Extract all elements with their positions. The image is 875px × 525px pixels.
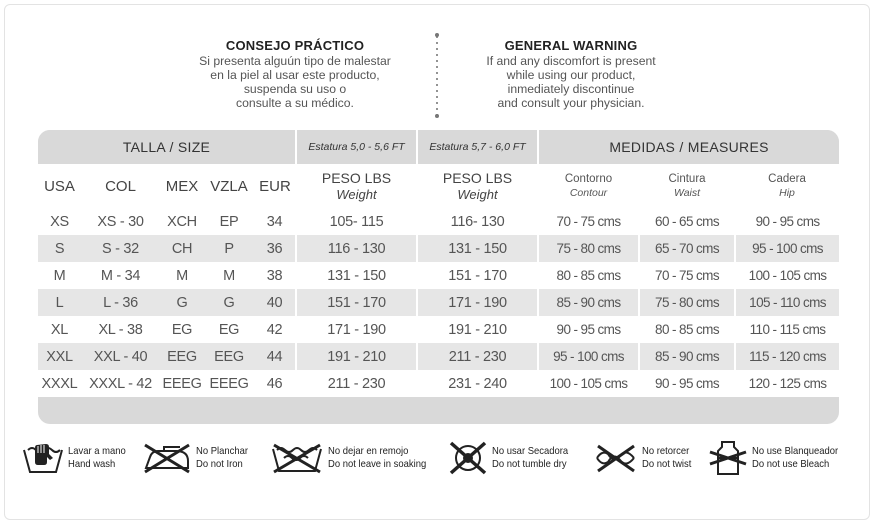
advice-spanish-line: en la piel al usar este producto,: [210, 68, 380, 82]
cell-w2: 191 - 210: [417, 316, 538, 343]
cell-col: XS - 30: [81, 208, 160, 235]
cell-eur: 34: [254, 208, 296, 235]
care-label-es: No usar Secadora: [492, 445, 569, 457]
care-item: [708, 438, 848, 478]
weight-label-en: Weight: [336, 187, 377, 202]
weight-label-es: PESO LBS: [321, 170, 392, 186]
divider-dot: [435, 33, 439, 37]
cell-w1: 151 - 170: [296, 289, 417, 316]
cell-w2: 151 - 170: [417, 262, 538, 289]
advice-english: [455, 38, 687, 110]
cell-contour: 95 - 100 cms: [538, 343, 639, 370]
care-label-en: Hand wash: [68, 458, 116, 470]
advice-spanish: [180, 38, 410, 110]
cell-w1: 116 - 130: [296, 235, 417, 262]
col-mex: MEX: [160, 164, 204, 208]
care-item: [142, 438, 254, 478]
cell-vzla: P: [204, 235, 254, 262]
col-usa: USA: [38, 164, 81, 208]
size-table: [38, 130, 839, 397]
size-header: TALLA / SIZE: [38, 130, 296, 164]
cell-contour: 70 - 75 cms: [538, 208, 639, 235]
cell-hip: 100 - 105 cms: [735, 262, 839, 289]
cell-contour: 85 - 90 cms: [538, 289, 639, 316]
cell-hip: 120 - 125 cms: [735, 370, 839, 397]
cell-vzla: M: [204, 262, 254, 289]
cell-usa: XS: [38, 208, 81, 235]
waist-label-en: Waist: [673, 186, 701, 199]
no-tumble-dry-icon: [448, 440, 488, 476]
table-row: [38, 370, 839, 397]
cell-hip: 95 - 100 cms: [735, 235, 839, 262]
table-row: [38, 343, 839, 370]
table-row: [38, 316, 839, 343]
hand-wash-icon: [22, 440, 64, 476]
cell-w1: 191 - 210: [296, 343, 417, 370]
cell-contour: 90 - 95 cms: [538, 316, 639, 343]
advice-english-line: If and any discomfort is present: [486, 54, 656, 68]
advice-english-line: inmediately discontinue: [507, 82, 635, 96]
cell-vzla: EG: [204, 316, 254, 343]
cell-mex: EEG: [160, 343, 204, 370]
cell-mex: M: [160, 262, 204, 289]
cell-waist: 90 - 95 cms: [639, 370, 735, 397]
care-label: [328, 445, 426, 471]
care-label-es: No use Blanqueador: [752, 445, 839, 457]
care-label-en: Do not twist: [642, 458, 692, 470]
cell-waist: 80 - 85 cms: [639, 316, 735, 343]
cell-eur: 40: [254, 289, 296, 316]
care-label: [642, 445, 691, 471]
cell-mex: G: [160, 289, 204, 316]
cell-usa: S: [38, 235, 81, 262]
cell-w2: 211 - 230: [417, 343, 538, 370]
no-wring-icon: [594, 442, 638, 474]
care-label-en: Do not leave in soaking: [328, 458, 427, 470]
no-bleach-icon: [708, 438, 748, 478]
cell-vzla: EEG: [204, 343, 254, 370]
care-label-es: No Planchar: [196, 445, 249, 457]
col-hip: [735, 164, 839, 208]
cell-waist: 60 - 65 cms: [639, 208, 735, 235]
cell-hip: 105 - 110 cms: [735, 289, 839, 316]
advice-spanish-line: consulte a su médico.: [236, 96, 354, 110]
cell-w1: 105- 115: [296, 208, 417, 235]
cell-usa: XXL: [38, 343, 81, 370]
care-label: [492, 445, 568, 471]
cell-col: M - 34: [81, 262, 160, 289]
cell-col: L - 36: [81, 289, 160, 316]
hip-label-es: Cadera: [768, 172, 806, 185]
cell-w2: 231 - 240: [417, 370, 538, 397]
cell-col: XXXL - 42: [81, 370, 160, 397]
cell-contour: 100 - 105 cms: [538, 370, 639, 397]
contour-label-en: Contour: [569, 186, 608, 199]
cell-contour: 75 - 80 cms: [538, 235, 639, 262]
cell-w2: 116- 130: [417, 208, 538, 235]
advice-spanish-line: Si presenta alguún tipo de malestar: [199, 54, 391, 68]
col-col: COL: [81, 164, 160, 208]
col-waist: [639, 164, 735, 208]
col-eur: EUR: [254, 164, 296, 208]
advice-spanish-title: CONSEJO PRÁCTICO: [225, 38, 365, 53]
cell-w1: 211 - 230: [296, 370, 417, 397]
table-row: [38, 235, 839, 262]
cell-hip: 115 - 120 cms: [735, 343, 839, 370]
care-label-es: No dejar en remojo: [328, 445, 409, 457]
col-vzla: VZLA: [204, 164, 254, 208]
care-item: [22, 438, 132, 478]
contour-label-es: Contorno: [564, 172, 613, 185]
table-row: [38, 262, 839, 289]
dotted-divider: [436, 34, 438, 118]
col-weight-1: [296, 164, 417, 208]
measures-header: MEDIDAS / MEASURES: [538, 130, 839, 164]
divider-dot: [435, 114, 439, 118]
cell-vzla: G: [204, 289, 254, 316]
table-header-row: [38, 130, 839, 164]
cell-eur: 44: [254, 343, 296, 370]
height-header-1: Estatura 5,0 - 5,6 FT: [296, 130, 417, 164]
care-label: [752, 445, 838, 471]
waist-label-es: Cintura: [668, 172, 706, 185]
care-label-en: Do not use Bleach: [752, 458, 830, 470]
care-label-en: Do not Iron: [196, 458, 243, 470]
cell-w1: 131 - 150: [296, 262, 417, 289]
care-label: [196, 445, 248, 471]
cell-mex: CH: [160, 235, 204, 262]
cell-hip: 90 - 95 cms: [735, 208, 839, 235]
care-label: [68, 445, 126, 471]
cell-waist: 65 - 70 cms: [639, 235, 735, 262]
cell-eur: 46: [254, 370, 296, 397]
cell-col: S - 32: [81, 235, 160, 262]
no-soak-icon: [270, 441, 324, 475]
weight-label-es: PESO LBS: [442, 170, 513, 186]
care-label-en: Do not tumble dry: [492, 458, 567, 470]
table-row: [38, 289, 839, 316]
cell-usa: M: [38, 262, 81, 289]
table-row: [38, 208, 839, 235]
advice-english-line: while using our product,: [506, 68, 636, 82]
care-item: [594, 438, 697, 478]
cell-usa: L: [38, 289, 81, 316]
weight-label-en: Weight: [457, 187, 498, 202]
cell-contour: 80 - 85 cms: [538, 262, 639, 289]
col-weight-2: [417, 164, 538, 208]
advice-spanish-line: suspenda su uso o: [243, 82, 347, 96]
no-iron-icon: [142, 441, 192, 475]
col-contour: [538, 164, 639, 208]
advice-english-title: GENERAL WARNING: [504, 38, 638, 53]
cell-col: XL - 38: [81, 316, 160, 343]
table-column-row: [38, 164, 839, 208]
advice-english-line: and consult your physician.: [497, 96, 645, 110]
cell-eur: 42: [254, 316, 296, 343]
hip-label-en: Hip: [779, 186, 795, 199]
table-body: [38, 208, 839, 397]
cell-mex: EEEG: [160, 370, 204, 397]
care-item: [448, 438, 577, 478]
cell-w2: 131 - 150: [417, 235, 538, 262]
cell-mex: XCH: [160, 208, 204, 235]
cell-eur: 36: [254, 235, 296, 262]
height-header-2: Estatura 5,7 - 6,0 FT: [417, 130, 538, 164]
cell-w1: 171 - 190: [296, 316, 417, 343]
cell-eur: 38: [254, 262, 296, 289]
cell-waist: 75 - 80 cms: [639, 289, 735, 316]
care-label-es: No retorcer: [642, 445, 690, 457]
cell-hip: 110 - 115 cms: [735, 316, 839, 343]
cell-col: XXL - 40: [81, 343, 160, 370]
cell-mex: EG: [160, 316, 204, 343]
cell-waist: 70 - 75 cms: [639, 262, 735, 289]
care-item: [270, 438, 437, 478]
cell-usa: XL: [38, 316, 81, 343]
cell-w2: 171 - 190: [417, 289, 538, 316]
cell-usa: XXXL: [38, 370, 81, 397]
cell-waist: 85 - 90 cms: [639, 343, 735, 370]
cell-vzla: EP: [204, 208, 254, 235]
care-label-es: Lavar a mano: [68, 445, 126, 457]
cell-vzla: EEEG: [204, 370, 254, 397]
